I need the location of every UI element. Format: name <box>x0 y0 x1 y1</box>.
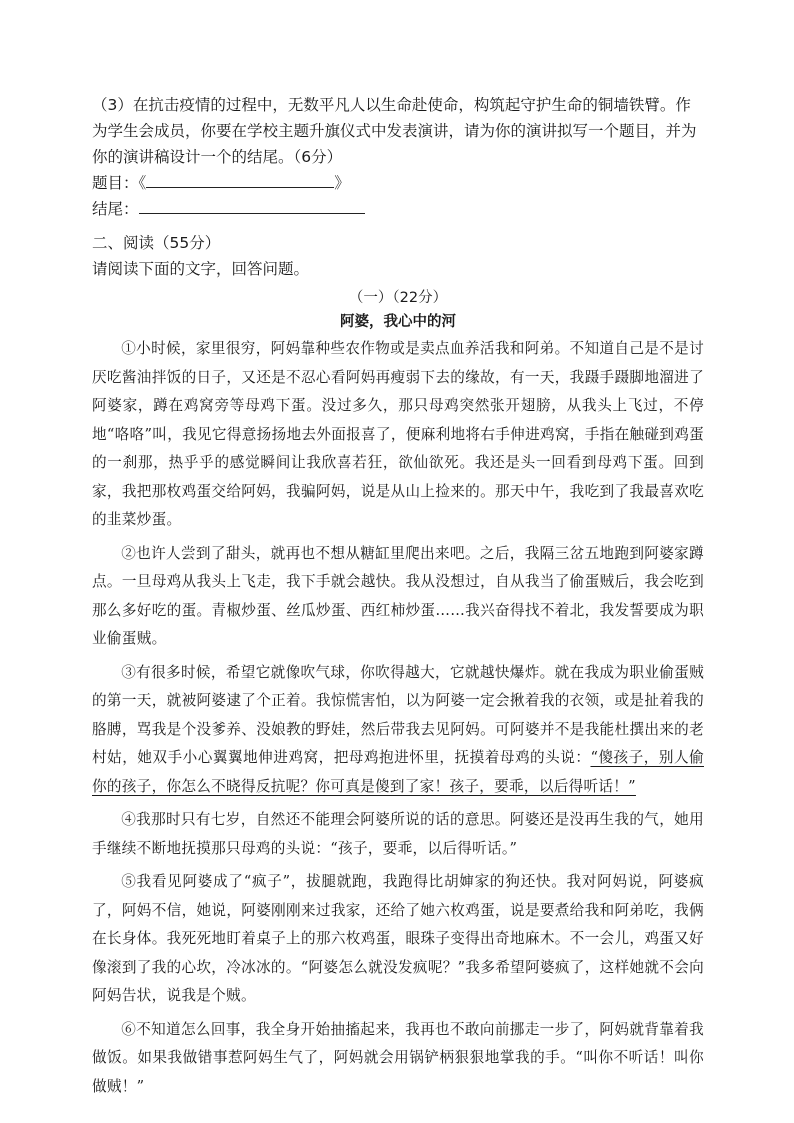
part-label: （一）（22分） <box>348 290 448 306</box>
ending-answer-line <box>92 196 704 222</box>
title-blank[interactable] <box>146 171 334 188</box>
title-answer-line <box>92 170 704 196</box>
section-instruction: 请阅读下面的文字，回答问题。 <box>92 260 310 278</box>
story-paragraph-5: ⑤我看见阿婆成了“疯子”，拔腿就跑，我跑得比胡婶家的狗还快。我对阿妈说，阿婆疯了，阿妈不信，她说，阿婆刚刚来过我家，还给了她六枚鸡蛋，说是要煮给我和阿弟吃，我俩在长身体。我死死地盯着桌子上的那六枚鸡蛋，眼珠子变得出奇地麻木。不一会儿，鸡蛋又好像滚到了我的心坎，冷冰冰的。“阿婆怎么就没发疯呢？”我多希望阿婆疯了，这样她就不会向阿妈告状，说我是个贼。 <box>92 873 704 1004</box>
story-paragraph-4: ④我那时只有七岁，自然还不能理会阿婆所说的话的意思。阿婆还是没再生我的气，她用手继续不断地抚摸那只母鸡的头说：“孩子，要乖，以后得听话。” <box>92 811 704 857</box>
story-paragraph-6: ⑥不知道怎么回事，我全身开始抽搐起来，我再也不敢向前挪走一步了，阿妈就背靠着我做饭。如果我做错事惹阿妈生气了，阿妈就会用锅铲柄狠狠地掌我的手。“叫你不听话！叫你做贼！” <box>92 1020 704 1095</box>
story-paragraph-3 <box>92 659 704 802</box>
title-label: 题目：《 <box>92 174 147 192</box>
ending-blank[interactable] <box>139 197 365 214</box>
story-title: 阿婆，我心中的河 <box>340 313 456 330</box>
question-prompt: （3）在抗击疫情的过程中，无数平凡人以生命赴使命，构筑起守护生命的铜墙铁臂。作为学生会成员，你要在学校主题升旗仪式中发表演讲，请为你的演讲拟写一个题目，并为你的演讲稿设计一个的结尾。（6分） <box>92 96 697 166</box>
question-block <box>92 92 704 222</box>
section-heading: 二、阅读（55分） <box>92 234 221 252</box>
story-paragraph-1: ①小时候，家里很穷，阿妈靠种些农作物或是卖点血养活我和阿弟。不知道自己是不是讨厌吃酱油拌饭的日子，又还是不忍心看阿妈再瘦弱下去的缘故，有一天，我蹑手蹑脚地溜进了阿婆家，蹲在鸡窝旁等母鸡下蛋。没过多久，那只母鸡突然张开翅膀，从我头上飞过，不停地“咯咯”叫，我见它得意扬扬地去外面报喜了，便麻利地将右手伸进鸡窝，手指在触碰到鸡蛋的一刹那，热乎乎的感觉瞬间让我欣喜若狂，欲仙欲死。我还是头一回看到母鸡下蛋。回到家，我把那枚鸡蛋交给阿妈，我骗阿妈，说是从山上捡来的。那天中午，我吃到了我最喜欢吃的韭菜炒蛋。 <box>92 340 704 528</box>
ending-label: 结尾： <box>92 200 139 218</box>
story-paragraph-3-underlined-quote: “傻孩子，别人偷你的孩子，你怎么不晓得反抗呢？你可真是傻到了家！孩子，要乖，以后得听话！” <box>92 749 704 795</box>
story-paragraph-3-text: ③有很多时候，希望它就像吹气球，你吹得越大，它就越快爆炸。就在我成为职业偷蛋贼的第一天，就被阿婆逮了个正着。我惊慌害怕，以为阿婆一定会揪着我的衣领，或是扯着我的胳膊，骂我是个没爹养、没娘教的野娃，然后带我去见阿妈。可阿婆并不是我能杜撰出来的老村姑，她双手小心翼翼地伸进鸡窝，把母鸡抱进怀里，抚摸着母鸡的头说： <box>92 663 704 766</box>
title-close: 》 <box>334 174 350 192</box>
story-body <box>92 335 704 1106</box>
story-paragraph-2: ②也许人尝到了甜头，就再也不想从糖缸里爬出来吧。之后，我隔三岔五地跑到阿婆家蹲点。一旦母鸡从我头上飞走，我下手就会越快。我从没想过，自从我当了偷蛋贼后，我会吃到那么多好吃的蛋。青椒炒蛋、丝瓜炒蛋、西红柿炒蛋……我兴奋得找不着北，我发誓要成为职业偷蛋贼。 <box>92 544 704 647</box>
